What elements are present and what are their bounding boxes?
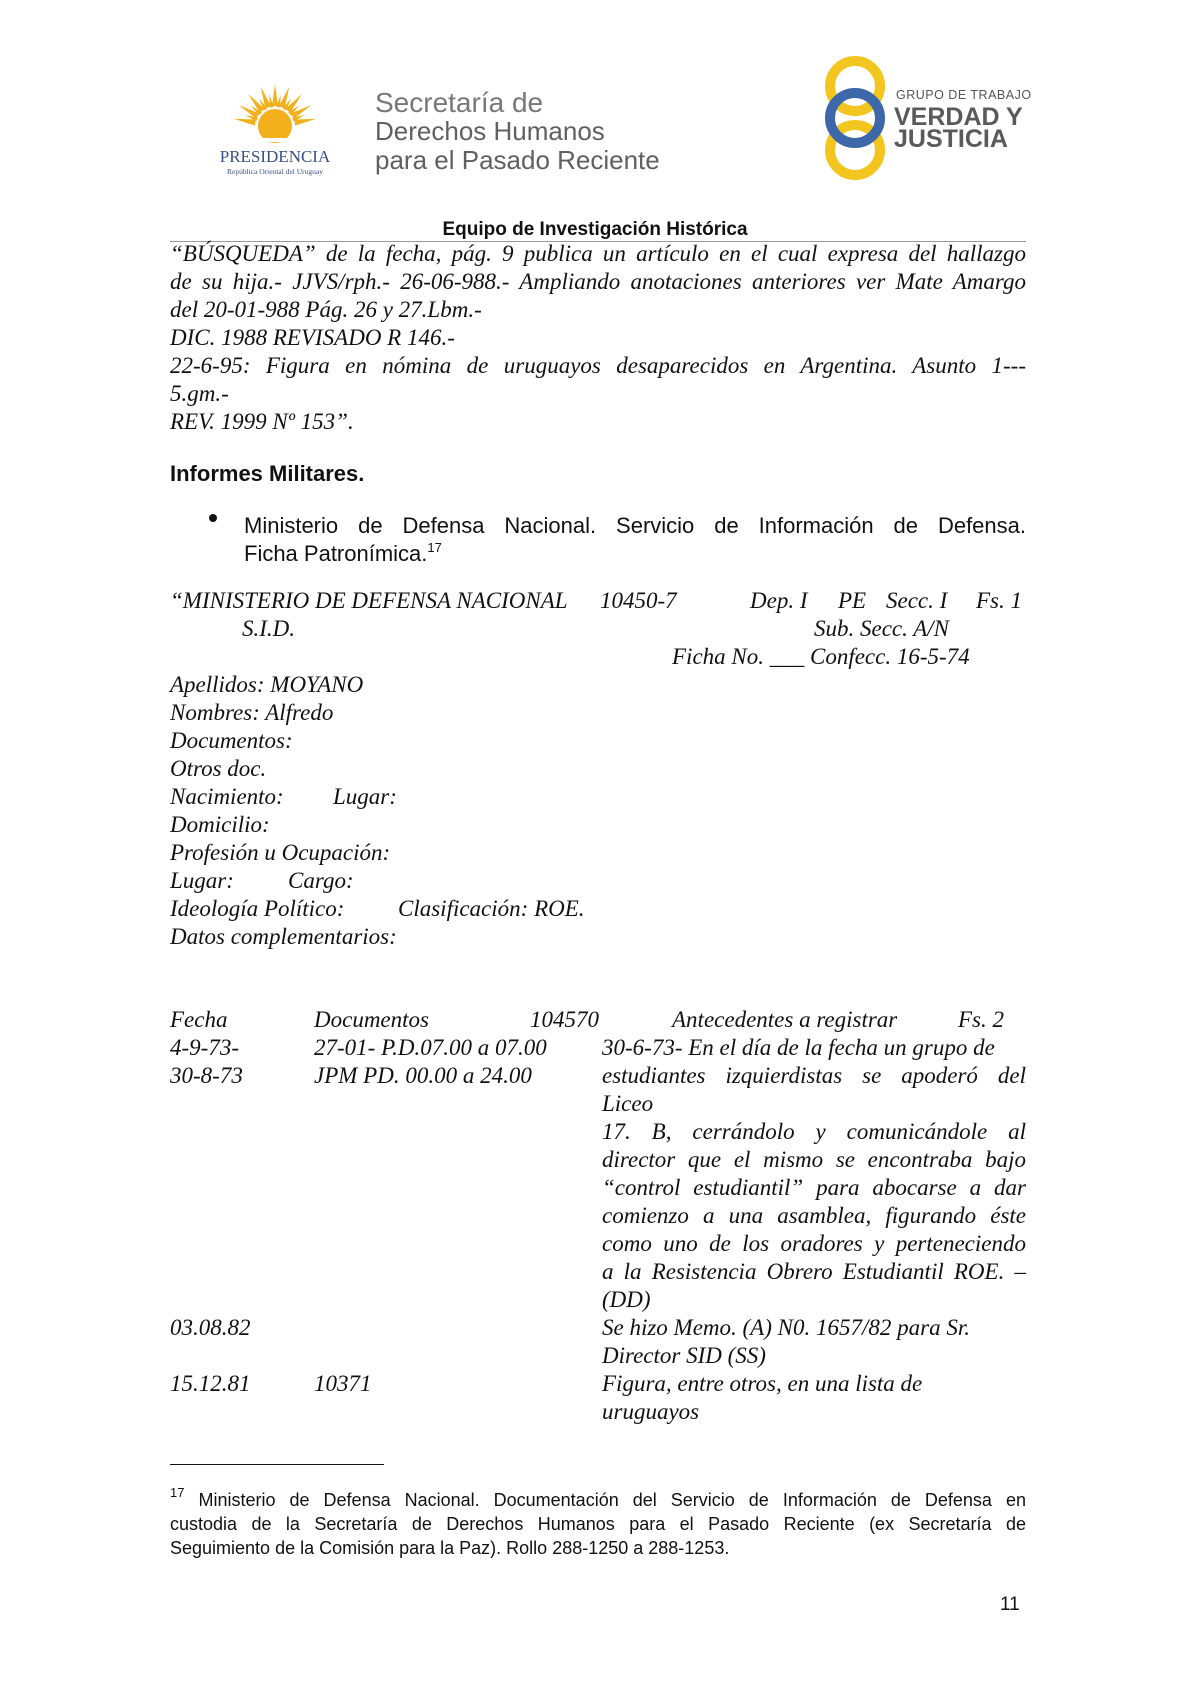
field-documentos: Documentos: (170, 728, 293, 753)
footnote-ref[interactable]: 17 (427, 540, 442, 555)
presidencia-logo-subtext: República Oriental del Uruguay (226, 167, 324, 176)
ficha-fs: Fs. 1 (976, 588, 1022, 613)
row1-text-line: 30-6-73- En el día de la fecha un grupo de (602, 1035, 995, 1060)
field-datos-complementarios: Datos complementarios: (170, 924, 397, 949)
row1-date-a: 4-9-73- (170, 1035, 239, 1060)
intro-line: DIC. 1988 REVISADO R 146.- (170, 325, 455, 350)
page-number: 11 (1000, 1594, 1020, 1615)
table-header-fecha: Fecha (170, 1007, 228, 1032)
row1-text-line: estudiantes izquierdistas se apoderó del (602, 1063, 1026, 1088)
secretaria-line1: Secretaría de (375, 87, 544, 118)
field-lugar: Lugar: (170, 868, 234, 893)
row1-text-line: director que el mismo se encontraba bajo (602, 1147, 1026, 1172)
row2-text-line: Director SID (SS) (602, 1343, 766, 1368)
rings-icon (820, 56, 900, 180)
ficha-number: 10450-7 (600, 588, 677, 613)
row3-date: 15.12.81 (170, 1371, 251, 1396)
intro-line: “BÚSQUEDA” de la fecha, pág. 9 publica un artículo en el cual expresa del hallazgo (170, 241, 1026, 266)
row1-text-line: como uno de los oradores y perteneciendo (602, 1231, 1026, 1256)
presidencia-logo-text: PRESIDENCIA (219, 147, 331, 166)
grupo-trabajo-label: GRUPO DE TRABAJO (896, 88, 1032, 102)
presidencia-logo (195, 78, 355, 178)
intro-line: 5.gm.- (170, 381, 229, 406)
row1-text-line: a la Resistencia Obrero Estudiantil ROE. – (602, 1259, 1026, 1284)
sun-icon (195, 78, 355, 178)
row1-text-line: Liceo (602, 1091, 654, 1116)
row3-text-line: uruguayos (602, 1399, 700, 1424)
bullet-line2 (244, 540, 442, 568)
field-nacimiento-lugar: Lugar: (333, 784, 397, 809)
ficha-pe: PE (838, 588, 867, 613)
row1-doc-a: 27-01- P.D.07.00 a 07.00 (314, 1035, 547, 1060)
row2-date: 03.08.82 (170, 1315, 251, 1340)
field-profesion: Profesión u Ocupación: (170, 840, 391, 865)
row1-doc-b: JPM PD. 00.00 a 24.00 (314, 1063, 532, 1088)
ficha-sid: S.I.D. (242, 616, 296, 641)
field-cargo: Cargo: (288, 868, 354, 893)
field-otros-doc: Otros doc. (170, 756, 267, 781)
footnote-divider (170, 1464, 384, 1465)
bullet-line1: Ministerio de Defensa Nacional. Servicio de Información de Defensa. (244, 513, 1026, 538)
table-header-documentos: Documentos (314, 1007, 429, 1032)
row1-date-b: 30-8-73 (170, 1063, 243, 1088)
row2-text-line: Se hizo Memo. (A) N0. 1657/82 para Sr. (602, 1315, 970, 1340)
table-header-fs: Fs. 2 (958, 1007, 1004, 1032)
footnote-line3: Seguimiento de la Comisión para la Paz). Rollo 288-1250 a 288-1253. (170, 1538, 730, 1558)
page-header-title: Equipo de Investigación Histórica (442, 219, 748, 240)
table-header-antecedentes: Antecedentes a registrar (672, 1007, 898, 1032)
justicia-label: JUSTICIA (894, 125, 1008, 153)
intro-line: 22-6-95: Figura en nómina de uruguayos desaparecidos en Argentina. Asunto 1--- (170, 353, 1026, 378)
intro-line: REV. 1999 Nº 153”. (170, 409, 354, 434)
secretaria-line3: para el Pasado Reciente (375, 145, 660, 175)
row3-text-line: Figura, entre otros, en una lista de (602, 1371, 923, 1396)
intro-line: de su hija.- JJVS/rph.- 26-06-988.- Ampliando anotaciones anteriores ver Mate Amargo (170, 269, 1026, 294)
field-domicilio: Domicilio: (170, 812, 270, 837)
secretaria-title (375, 88, 660, 175)
field-apellidos: Apellidos: MOYANO (170, 672, 364, 697)
secretaria-line2: Derechos Humanos (375, 116, 605, 146)
verdad-label: VERDAD Y (894, 103, 1023, 131)
row1-text-line: (DD) (602, 1287, 651, 1312)
row3-doc: 10371 (314, 1371, 372, 1396)
footnote-line1-text: Ministerio de Defensa Nacional. Documentación del Servicio de Información de Defensa en (198, 1490, 1026, 1510)
bullet-line2-text: Ficha Patronímica. (244, 541, 428, 566)
ficha-secc: Secc. I (886, 588, 948, 613)
intro-line: del 20-01-988 Pág. 26 y 27.Lbm.- (170, 297, 482, 322)
bullet-icon (209, 514, 217, 522)
row1-text-line: 17. B, cerrándolo y comunicándole al (602, 1119, 1026, 1144)
ficha-no: Ficha No. ___ Confecc. 16-5-74 (672, 644, 970, 669)
footnote-line1 (170, 1485, 1026, 1512)
field-clasificacion: Clasificación: ROE. (398, 896, 585, 921)
footnote-number: 17 (170, 1485, 185, 1500)
ficha-dep: Dep. I (750, 588, 808, 613)
table-header-number: 104570 (530, 1007, 599, 1032)
field-nacimiento: Nacimiento: (170, 784, 284, 809)
ficha-sub-secc: Sub. Secc. A/N (814, 616, 949, 641)
row1-text-line: comienzo a una asamblea, figurando éste (602, 1203, 1026, 1228)
ficha-ministry: “MINISTERIO DE DEFENSA NACIONAL (170, 588, 568, 613)
field-ideologia: Ideología Político: (170, 896, 345, 921)
row1-text-line: “control estudiantil” para abocarse a dar (602, 1175, 1026, 1200)
section-heading: Informes Militares. (170, 461, 365, 486)
field-nombres: Nombres: Alfredo (170, 700, 334, 725)
footnote-line2: custodia de la Secretaría de Derechos Humanos para el Pasado Reciente (ex Secretaría de (170, 1514, 1026, 1534)
